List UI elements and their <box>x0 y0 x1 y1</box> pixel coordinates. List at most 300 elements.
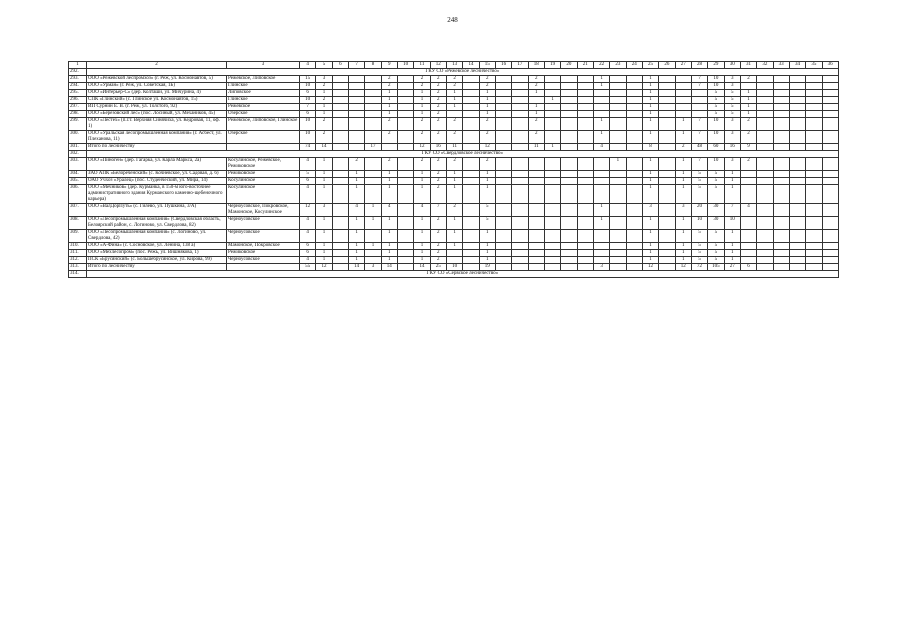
value-cell: 1 <box>528 104 544 111</box>
value-cell: 11 <box>528 144 544 151</box>
value-cell: 2 <box>430 243 446 250</box>
value-cell <box>332 217 348 230</box>
value-cell <box>593 158 609 171</box>
value-cell <box>757 204 773 217</box>
value-cell <box>757 118 773 131</box>
value-cell <box>659 90 675 97</box>
value-cell <box>659 243 675 250</box>
value-cell <box>610 83 626 90</box>
table-row <box>69 104 839 111</box>
value-cell <box>561 144 577 151</box>
value-cell: 6 <box>300 90 316 97</box>
value-cell: 16 <box>430 144 446 151</box>
organization-name: ООО «ВалДорПуть» (с. Гилёво, ул. Пушкина, 3/А) <box>87 204 227 217</box>
value-cell <box>659 83 675 90</box>
value-cell: 7 <box>691 76 707 83</box>
row-number: 307. <box>69 204 87 217</box>
value-cell <box>528 217 544 230</box>
column-number-header: 29 <box>708 62 724 69</box>
value-cell <box>544 158 560 171</box>
value-cell <box>397 97 413 104</box>
value-cell: 2 <box>430 171 446 178</box>
value-cell <box>348 76 364 83</box>
value-cell <box>495 250 511 257</box>
value-cell <box>544 217 560 230</box>
organization-name: ООО «Пиноген» (дер. Гагарка, ул. Карла Маркса, 2а) <box>87 158 227 171</box>
value-cell <box>789 97 805 104</box>
value-cell: 1 <box>316 257 332 264</box>
value-cell <box>512 118 528 131</box>
value-cell <box>544 76 560 83</box>
value-cell: 1 <box>675 178 691 185</box>
value-cell <box>691 97 707 104</box>
value-cell <box>789 243 805 250</box>
value-cell: 1 <box>724 178 740 185</box>
value-cell <box>577 178 593 185</box>
value-cell: 2 <box>446 158 462 171</box>
value-cell <box>577 76 593 83</box>
value-cell: 2 <box>528 83 544 90</box>
value-cell <box>365 178 381 185</box>
value-cell <box>561 230 577 243</box>
value-cell <box>528 243 544 250</box>
value-cell <box>463 111 479 118</box>
value-cell: 2 <box>430 118 446 131</box>
value-cell: 1 <box>316 243 332 250</box>
value-cell <box>463 250 479 257</box>
value-cell: 2 <box>430 257 446 264</box>
forestry-district <box>227 144 300 151</box>
value-cell <box>463 90 479 97</box>
value-cell: 1 <box>675 158 691 171</box>
value-cell <box>757 111 773 118</box>
value-cell: 5 <box>724 90 740 97</box>
value-cell <box>806 97 822 104</box>
value-cell <box>512 204 528 217</box>
value-cell <box>561 104 577 111</box>
value-cell: 1 <box>642 83 658 90</box>
value-cell: 1 <box>479 230 495 243</box>
value-cell: 1 <box>348 217 364 230</box>
value-cell: 3 <box>316 204 332 217</box>
value-cell <box>789 217 805 230</box>
value-cell: 1 <box>348 250 364 257</box>
value-cell: 1 <box>381 178 397 185</box>
value-cell <box>626 230 642 243</box>
value-cell: 1 <box>675 131 691 144</box>
value-cell: 105 <box>708 264 724 271</box>
value-cell <box>740 230 756 243</box>
forestry-district: Косулинское <box>227 178 300 185</box>
section-title: ГКУ СО «Свердловское лесничество» <box>87 151 839 158</box>
value-cell: 2 <box>381 158 397 171</box>
value-cell: 2 <box>414 76 430 83</box>
organization-name: ООО «Интерьер-С» (дер. Колташи, ул. Мичурина, 4) <box>87 90 227 97</box>
value-cell <box>740 178 756 185</box>
value-cell: 2 <box>348 158 364 171</box>
table-row <box>69 158 839 171</box>
column-number-header: 24 <box>626 62 642 69</box>
value-cell <box>332 178 348 185</box>
value-cell <box>757 90 773 97</box>
value-cell <box>397 257 413 264</box>
value-cell: 74 <box>300 144 316 151</box>
value-cell <box>561 76 577 83</box>
value-cell: 7 <box>300 104 316 111</box>
value-cell: 2 <box>528 76 544 83</box>
value-cell <box>593 257 609 264</box>
value-cell <box>757 144 773 151</box>
value-cell <box>773 76 789 83</box>
value-cell <box>789 76 805 83</box>
value-cell: 1 <box>593 83 609 90</box>
value-cell <box>561 178 577 185</box>
value-cell <box>397 131 413 144</box>
table-row <box>69 217 839 230</box>
value-cell: 1 <box>446 178 462 185</box>
value-cell: 5 <box>724 97 740 104</box>
value-cell: 5 <box>724 104 740 111</box>
table-row <box>69 131 839 144</box>
value-cell <box>577 243 593 250</box>
value-cell: 1 <box>593 76 609 83</box>
value-cell <box>512 90 528 97</box>
value-cell: 3 <box>593 264 609 271</box>
column-number-header: 31 <box>740 62 756 69</box>
value-cell <box>659 264 675 271</box>
value-cell <box>806 250 822 257</box>
forestry-district: Глинское <box>227 83 300 90</box>
value-cell <box>512 243 528 250</box>
organization-name: ООО «Режевской леспромхоз» (г. Реж, ул. Космонавтов, 5) <box>87 76 227 83</box>
value-cell: 2 <box>528 118 544 131</box>
value-cell <box>610 118 626 131</box>
value-cell <box>495 178 511 185</box>
value-cell <box>757 83 773 90</box>
value-cell: 1 <box>414 111 430 118</box>
value-cell <box>544 178 560 185</box>
value-cell: 1 <box>381 104 397 111</box>
value-cell: 2 <box>316 118 332 131</box>
value-cell <box>365 185 381 204</box>
value-cell: 2 <box>414 131 430 144</box>
value-cell <box>659 104 675 111</box>
value-cell <box>773 90 789 97</box>
value-cell: 27 <box>724 264 740 271</box>
value-cell <box>675 111 691 118</box>
column-number-header: 20 <box>561 62 577 69</box>
value-cell <box>397 144 413 151</box>
value-cell <box>577 104 593 111</box>
value-cell: 1 <box>675 118 691 131</box>
value-cell: 1 <box>479 90 495 97</box>
organization-name: Итого по лесничеству <box>87 264 227 271</box>
value-cell: 1 <box>479 185 495 204</box>
value-cell <box>773 118 789 131</box>
value-cell: 1 <box>675 185 691 204</box>
value-cell <box>528 257 544 264</box>
value-cell: 1 <box>316 178 332 185</box>
value-cell <box>822 144 838 151</box>
value-cell <box>593 171 609 178</box>
value-cell: 1 <box>642 230 658 243</box>
value-cell <box>610 264 626 271</box>
value-cell: 1 <box>479 243 495 250</box>
value-cell <box>822 243 838 250</box>
value-cell: 12 <box>300 204 316 217</box>
column-number-header: 9 <box>381 62 397 69</box>
section-title: ГКУ СО «Режевское лесничество» <box>87 69 839 76</box>
value-cell: 1 <box>348 230 364 243</box>
value-cell: 5 <box>708 230 724 243</box>
organization-name: ООО «Уральская лесопромышленная компания» (г. Асбест, ул. Плеханова, 11) <box>87 131 227 144</box>
value-cell: 1 <box>381 230 397 243</box>
value-cell: 1 <box>675 250 691 257</box>
value-cell: 1 <box>593 131 609 144</box>
value-cell: 1 <box>675 171 691 178</box>
value-cell <box>397 204 413 217</box>
value-cell <box>593 243 609 250</box>
value-cell <box>773 185 789 204</box>
value-cell <box>659 97 675 104</box>
value-cell <box>397 217 413 230</box>
value-cell: 1 <box>610 158 626 171</box>
value-cell <box>544 264 560 271</box>
value-cell <box>773 97 789 104</box>
forestry-district: Липовское <box>227 90 300 97</box>
value-cell <box>397 118 413 131</box>
value-cell: 5 <box>691 185 707 204</box>
value-cell <box>577 131 593 144</box>
value-cell <box>544 204 560 217</box>
value-cell <box>577 204 593 217</box>
value-cell: 7 <box>724 204 740 217</box>
value-cell <box>512 171 528 178</box>
value-cell: 14 <box>316 144 332 151</box>
value-cell <box>626 83 642 90</box>
value-cell: 14 <box>348 264 364 271</box>
value-cell <box>789 257 805 264</box>
value-cell <box>544 83 560 90</box>
value-cell <box>397 83 413 90</box>
value-cell <box>659 185 675 204</box>
value-cell <box>789 118 805 131</box>
value-cell <box>806 118 822 131</box>
value-cell <box>332 90 348 97</box>
value-cell: 1 <box>316 104 332 111</box>
value-cell <box>463 83 479 90</box>
value-cell <box>561 217 577 230</box>
value-cell <box>773 230 789 243</box>
value-cell: 1 <box>479 250 495 257</box>
value-cell <box>773 257 789 264</box>
organization-name: ООО «Урман» (г. Реж, ул. Советская, 1Б) <box>87 83 227 90</box>
table-row <box>69 264 839 271</box>
value-cell: 3 <box>724 83 740 90</box>
table-row <box>69 185 839 204</box>
value-cell: 1 <box>365 243 381 250</box>
value-cell <box>740 243 756 250</box>
value-cell <box>610 257 626 264</box>
value-cell <box>577 257 593 264</box>
value-cell <box>544 243 560 250</box>
value-cell <box>365 158 381 171</box>
value-cell: 1 <box>414 185 430 204</box>
value-cell <box>789 131 805 144</box>
value-cell: 1 <box>316 90 332 97</box>
value-cell <box>610 144 626 151</box>
value-cell <box>463 76 479 83</box>
value-cell: 5 <box>479 217 495 230</box>
value-cell <box>512 97 528 104</box>
value-cell: 1 <box>446 243 462 250</box>
column-number-header: 34 <box>789 62 805 69</box>
value-cell <box>626 178 642 185</box>
row-number: 302. <box>69 151 87 158</box>
forestry-district: Черноусовское <box>227 217 300 230</box>
value-cell <box>561 171 577 178</box>
row-number: 293. <box>69 76 87 83</box>
value-cell <box>659 257 675 264</box>
value-cell: 1 <box>642 118 658 131</box>
value-cell: 2 <box>430 250 446 257</box>
value-cell: 2 <box>479 118 495 131</box>
value-cell <box>381 144 397 151</box>
section-title: ГКУ СО «Сервское лесничество» <box>87 271 839 278</box>
table-row <box>69 97 839 104</box>
value-cell: 3 <box>724 118 740 131</box>
table-row <box>69 144 839 151</box>
value-cell <box>544 230 560 243</box>
value-cell <box>610 104 626 111</box>
table-row <box>69 76 839 83</box>
column-number-header: 5 <box>316 62 332 69</box>
value-cell: 2 <box>430 230 446 243</box>
value-cell: 2 <box>316 131 332 144</box>
value-cell: 2 <box>479 76 495 83</box>
value-cell: 4 <box>381 204 397 217</box>
value-cell <box>806 111 822 118</box>
table-row <box>69 118 839 131</box>
value-cell <box>659 178 675 185</box>
forestry-district: Косулинское, Режевское, Режиковское <box>227 158 300 171</box>
row-number: 308. <box>69 217 87 230</box>
value-cell <box>577 158 593 171</box>
row-number: 295. <box>69 90 87 97</box>
row-number: 298. <box>69 111 87 118</box>
value-cell <box>528 185 544 204</box>
value-cell: 2 <box>740 158 756 171</box>
value-cell: 7 <box>691 118 707 131</box>
value-cell <box>577 171 593 178</box>
value-cell <box>822 90 838 97</box>
organization-name: ООО «Мечников» (дер. Курманка, в 150-м юго-восточнее административного здания Курманского каменно-щебеночного карьера) <box>87 185 227 204</box>
value-cell <box>577 185 593 204</box>
value-cell <box>332 204 348 217</box>
column-number-header: 17 <box>512 62 528 69</box>
column-number-header: 7 <box>348 62 364 69</box>
value-cell <box>626 144 642 151</box>
value-cell: 1 <box>381 171 397 178</box>
organization-name: ООО «Лестех» (п.г.т. Верхняя Синячиха, ул. Кедровая, 11, оф. 1) <box>87 118 227 131</box>
value-cell: 1 <box>642 131 658 144</box>
value-cell: 10 <box>300 83 316 90</box>
value-cell <box>544 111 560 118</box>
value-cell: 1 <box>724 171 740 178</box>
column-number-header: 8 <box>365 62 381 69</box>
row-number: 294. <box>69 83 87 90</box>
value-cell <box>561 185 577 204</box>
value-cell <box>577 90 593 97</box>
value-cell <box>675 76 691 83</box>
value-cell: 7 <box>691 158 707 171</box>
value-cell: 2 <box>381 83 397 90</box>
value-cell <box>495 230 511 243</box>
value-cell: 5 <box>708 97 724 104</box>
value-cell: 1 <box>528 111 544 118</box>
value-cell: 6 <box>300 111 316 118</box>
value-cell <box>348 83 364 90</box>
value-cell: 3 <box>724 76 740 83</box>
value-cell <box>610 250 626 257</box>
value-cell <box>561 118 577 131</box>
table-row <box>69 204 839 217</box>
value-cell: 1 <box>381 97 397 104</box>
column-number-header: 14 <box>463 62 479 69</box>
column-number-header: 35 <box>806 62 822 69</box>
row-number: 313. <box>69 264 87 271</box>
row-number: 301. <box>69 144 87 151</box>
organization-name: ПСК «Брусянский» (с. Большебрусянское, ул. Кирова, 99) <box>87 257 227 264</box>
value-cell <box>626 90 642 97</box>
value-cell: 1 <box>642 217 658 230</box>
value-cell <box>822 171 838 178</box>
value-cell <box>757 230 773 243</box>
value-cell: 2 <box>430 131 446 144</box>
value-cell: 1 <box>642 250 658 257</box>
value-cell <box>626 104 642 111</box>
value-cell: 1 <box>381 185 397 204</box>
value-cell <box>757 243 773 250</box>
column-number-header: 30 <box>724 62 740 69</box>
value-cell: 30 <box>708 217 724 230</box>
value-cell: 1 <box>642 185 658 204</box>
value-cell: 20 <box>691 204 707 217</box>
value-cell <box>822 217 838 230</box>
value-cell: 1 <box>593 118 609 131</box>
value-cell <box>773 111 789 118</box>
value-cell: 1 <box>348 178 364 185</box>
value-cell <box>495 243 511 250</box>
section-row <box>69 151 839 158</box>
value-cell <box>610 111 626 118</box>
value-cell <box>757 131 773 144</box>
value-cell <box>659 171 675 178</box>
value-cell: 1 <box>414 257 430 264</box>
value-cell: 5 <box>708 171 724 178</box>
value-cell <box>332 111 348 118</box>
value-cell: 1 <box>446 230 462 243</box>
value-cell <box>593 90 609 97</box>
value-cell: 19 <box>479 264 495 271</box>
forestry-district: Режиковское <box>227 171 300 178</box>
organization-name: ЗАО АПК «Белореченский» (с. Кочневское, ул. Садовая, д. 6) <box>87 171 227 178</box>
value-cell <box>365 111 381 118</box>
value-cell <box>495 158 511 171</box>
value-cell: 1 <box>675 230 691 243</box>
forestry-district: Режевское, Липовское <box>227 76 300 83</box>
value-cell: 1 <box>316 230 332 243</box>
